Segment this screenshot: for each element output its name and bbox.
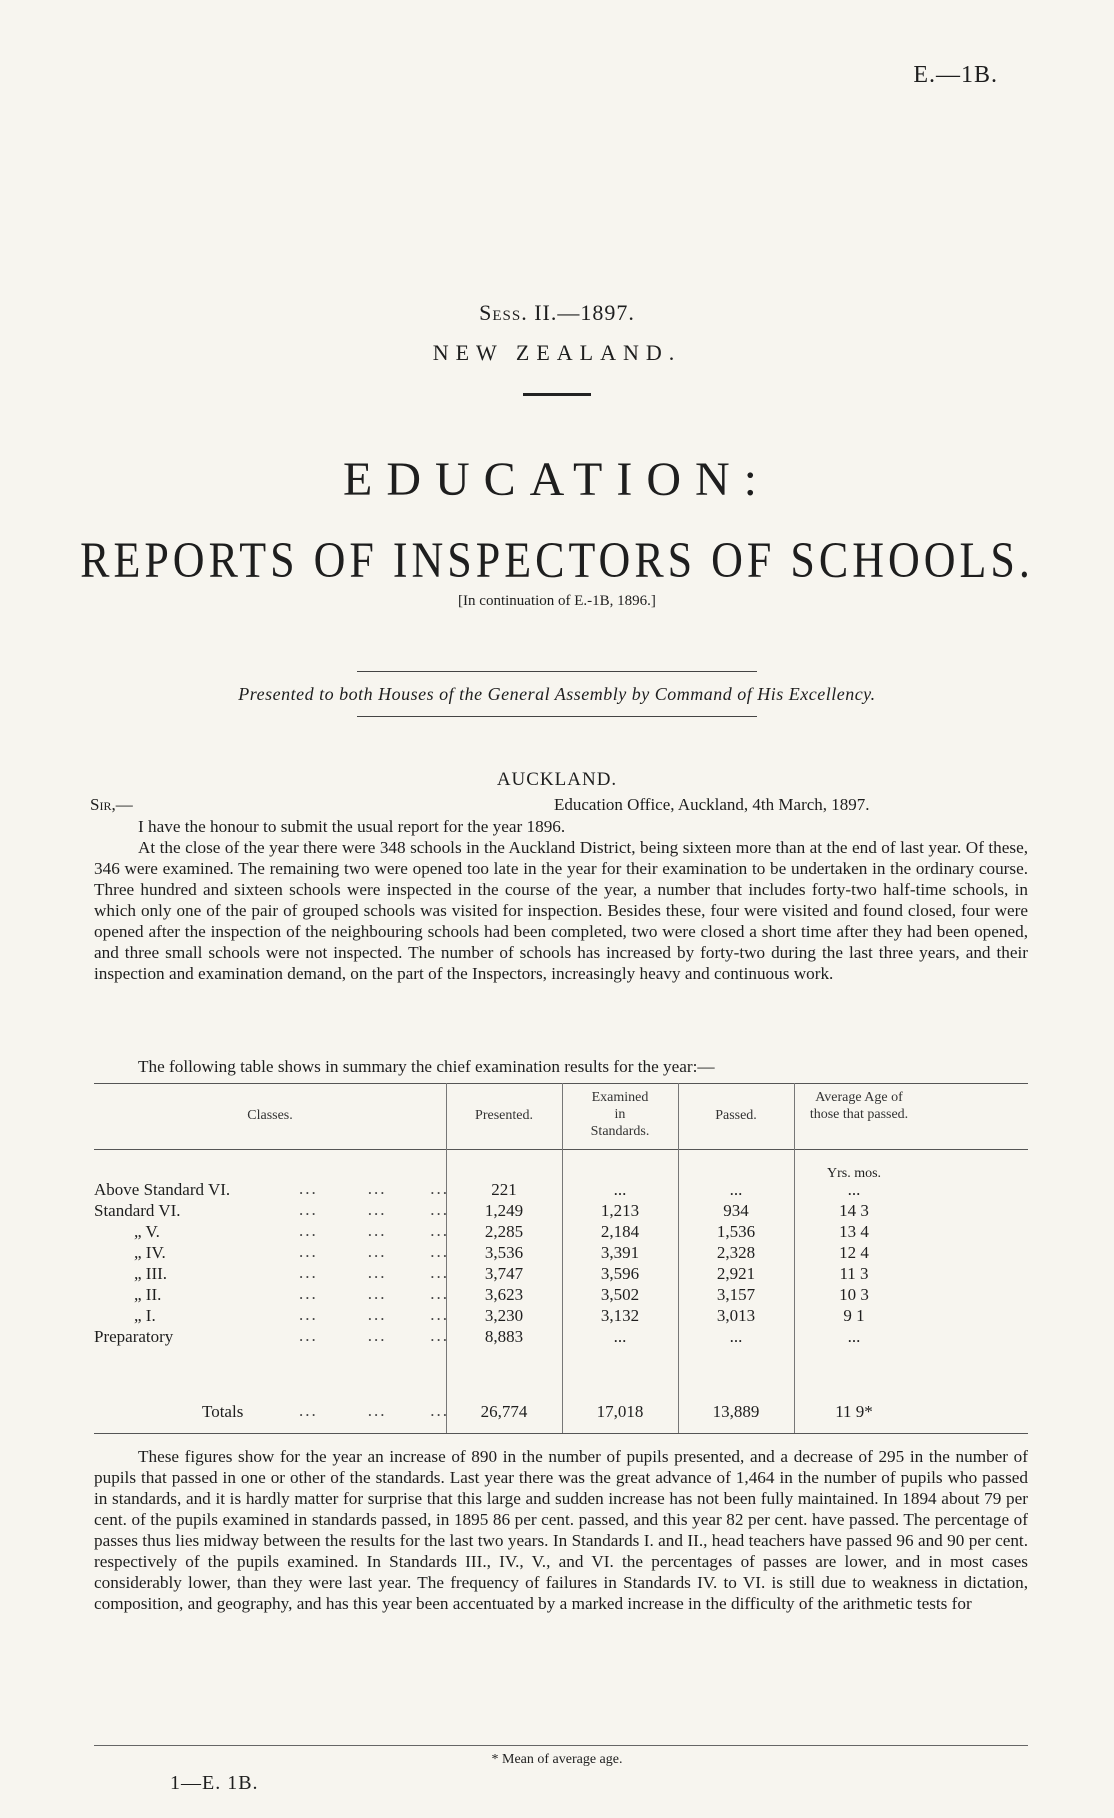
country-line: NEW ZEALAND.: [432, 340, 682, 365]
row-label: „ I.: [134, 1306, 156, 1325]
totals-passed: 13,889: [712, 1402, 760, 1421]
leader-dots: ... ... ...: [299, 1263, 449, 1282]
row-label: „ V.: [134, 1222, 160, 1241]
cell-presented: 221: [491, 1180, 517, 1199]
paragraph-intro: I have the honour to submit the usual report for the year 1896.: [138, 817, 566, 836]
row-label: „ IV.: [134, 1243, 166, 1262]
cell-examined: 1,213: [600, 1201, 640, 1220]
totals-presented: 26,774: [480, 1402, 528, 1421]
cell-age: 11 3: [839, 1264, 869, 1283]
cell-examined: ...: [613, 1327, 627, 1346]
document-reference: E.—1B.: [913, 62, 998, 88]
header-average-age: Average Age of those that passed.: [809, 1090, 909, 1122]
presented-rule-bottom: [357, 716, 757, 717]
page-subtitle: REPORTS OF INSPECTORS OF SCHOOLS.: [80, 532, 1034, 589]
header-examined: Examined in Standards.: [590, 1090, 650, 1139]
presented-rule-top: [357, 671, 757, 672]
leader-dots: ... ... ...: [299, 1179, 449, 1198]
paragraph-table-intro: The following table shows in summary the chief examination results for the year:—: [138, 1057, 715, 1076]
salutation: Sir,—: [90, 795, 133, 814]
leader-dots: ... ... ...: [299, 1221, 449, 1240]
header-classes: Classes.: [247, 1108, 293, 1123]
table-rule-header: [94, 1149, 1028, 1150]
table-rule-top: [94, 1083, 1028, 1084]
cell-passed: ...: [729, 1180, 743, 1199]
totals-label: Totals: [202, 1402, 244, 1421]
letter-address: Education Office, Auckland, 4th March, 1897.: [554, 795, 870, 814]
row-label: Above Standard VI.: [94, 1180, 231, 1199]
footnote-rule: [94, 1745, 1028, 1746]
cell-age: 14 3: [839, 1201, 869, 1220]
leader-dots: ... ... ...: [299, 1284, 449, 1303]
cell-examined: 3,502: [600, 1285, 640, 1304]
cell-passed: 3,157: [716, 1285, 756, 1304]
continuation-note: [In continuation of E.-1B, 1896.]: [458, 593, 656, 609]
cell-examined: 2,184: [600, 1222, 640, 1241]
row-label: „ III.: [134, 1264, 168, 1283]
cell-passed: 3,013: [716, 1306, 756, 1325]
cell-passed: 2,328: [716, 1243, 756, 1262]
page-title: EDUCATION:: [343, 453, 771, 506]
leader-dots: ... ... ...: [299, 1401, 449, 1420]
cell-examined: 3,391: [600, 1243, 640, 1262]
cell-examined: 3,132: [600, 1306, 640, 1325]
totals-average-age: 11 9*: [835, 1402, 873, 1421]
row-label: Preparatory: [94, 1327, 174, 1346]
page-number: 1—E. 1B.: [170, 1772, 259, 1794]
header-presented: Presented.: [475, 1108, 533, 1123]
cell-age: 13 4: [839, 1222, 869, 1241]
cell-passed: 2,921: [716, 1264, 756, 1283]
cell-presented: 1,249: [484, 1201, 524, 1220]
cell-presented: 3,536: [484, 1243, 524, 1262]
leader-dots: ... ... ...: [299, 1200, 449, 1219]
cell-presented: 3,623: [484, 1285, 524, 1304]
title-rule: [523, 393, 591, 396]
cell-presented: 2,285: [484, 1222, 524, 1241]
cell-presented: 8,883: [484, 1327, 524, 1346]
leader-dots: ... ... ...: [299, 1326, 449, 1345]
presented-line: Presented to both Houses of the General Assembly by Command of His Excellency.: [238, 684, 876, 704]
footnote: * Mean of average age.: [491, 1752, 623, 1767]
leader-dots: ... ... ...: [299, 1305, 449, 1324]
cell-presented: 3,747: [484, 1264, 524, 1283]
cell-passed: 1,536: [716, 1222, 756, 1241]
table-rule-bottom: [94, 1433, 1028, 1434]
session-line: Sess. II.—1897.: [479, 300, 635, 325]
cell-age: 12 4: [839, 1243, 869, 1262]
cell-age: 10 3: [839, 1285, 869, 1304]
cell-passed: ...: [729, 1327, 743, 1346]
section-heading: AUCKLAND.: [496, 769, 618, 790]
paragraph-analysis: These figures show for the year an increase of 890 in the number of pupils presented, and a decrease of 295 in the number of pupils that passed in one or other of the standards. Last year there was the great advance of 1,464 in the number of pupils who passed in standards, and it is hardly matter for surprise that this large and sudden increase has not been fully maintained. In 1894 about 79 per cent. of the pupils examined in standards passed, in 1895 86 per cent. passed, and this year 82 per cent. have passed. The percentage of passes thus lies midway between the results for the last two years. In Standards I. and II., head teachers have passed 96 and 90 per cent. respectively of the pupils examined. In Standards III., IV., V., and VI. the percentages of passes are lower, and in most cases considerably lower, than they were last year. The frequency of failures in Standards IV. to VI. is still due to weakness in dictation, composition, and geography, and has this year been accentuated by a marked increase in the difficulty of the arithmetic tests for: [94, 1447, 1028, 1613]
results-table: [94, 1083, 1028, 1433]
cell-presented: 3,230: [484, 1306, 524, 1325]
cell-passed: 934: [723, 1201, 749, 1220]
cell-age: ...: [847, 1180, 861, 1199]
row-label: „ II.: [134, 1285, 162, 1304]
cell-examined: 3,596: [600, 1264, 640, 1283]
paragraph-schools: At the close of the year there were 348 schools in the Auckland District, being sixteen more than at the end of last year. Of these, 346 were examined. The remaining two were opened too late in the year for their examination to be undertaken in the ordinary course. Three hundred and sixteen schools were inspected in the course of the year, a number that includes forty-two half-time schools, in which only one of the pair of grouped schools was visited for inspection. Besides these, four were visited and found closed, four were opened after the inspection of the neighbouring schools had been completed, two were closed a short time after they had been opened, and three small schools were not inspected. The number of schools has increased by forty-two during the last three years, and their inspection and examination demand, on the part of the Inspectors, increasingly heavy and continuous work.: [94, 838, 1028, 983]
header-passed: Passed.: [715, 1108, 757, 1123]
leader-dots: ... ... ...: [299, 1242, 449, 1261]
age-units: Yrs. mos.: [826, 1166, 882, 1181]
row-label: Standard VI.: [94, 1201, 181, 1220]
totals-examined: 17,018: [596, 1402, 644, 1421]
cell-age: 9 1: [843, 1306, 865, 1325]
cell-examined: ...: [613, 1180, 627, 1199]
cell-age: ...: [847, 1327, 861, 1346]
